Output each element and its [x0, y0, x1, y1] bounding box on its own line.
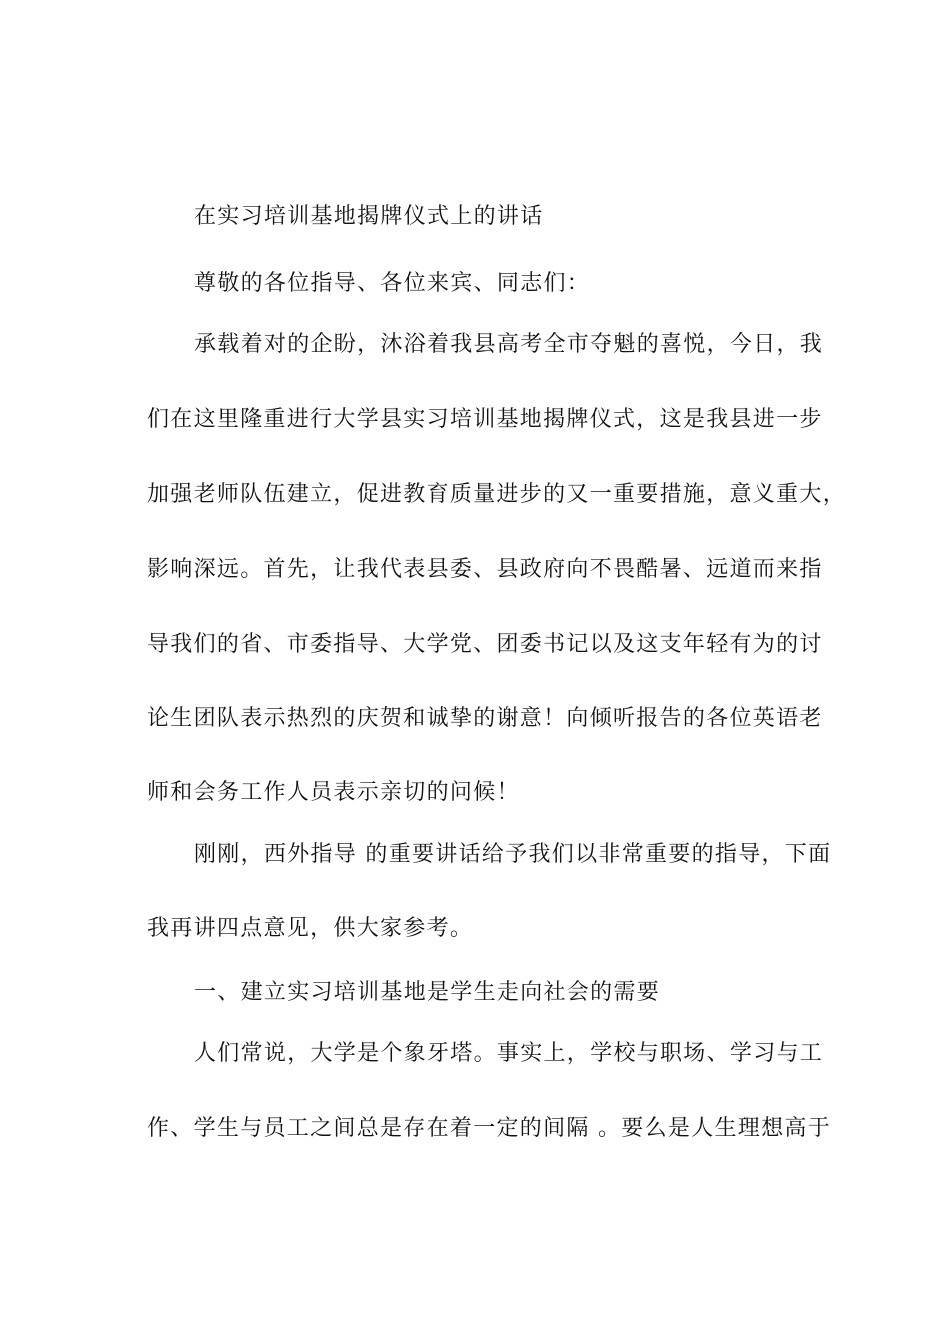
paragraph-line: 影响深远。首先，让我代表县委、县政府向不畏酷暑、远道而来指	[147, 557, 823, 582]
paragraph-line: 论生团队表示热烈的庆贺和诚挚的谢意！向倾听报告的各位英语老	[147, 706, 823, 731]
paragraph-line: 刚刚，西外指导 的重要讲话给予我们以非常重要的指导，下面	[194, 842, 832, 867]
paragraph-line: 作、学生与员工之间总是存在着一定的间隔 。要么是人生理想高于	[147, 1116, 831, 1141]
section-heading: 一、建立实习培训基地是学生走向社会的需要	[194, 980, 661, 1005]
paragraph-line: 师和会务工作人员表示亲切的问候！	[147, 780, 520, 805]
paragraph-line: 我再讲四点意见，供大家参考。	[147, 916, 474, 941]
paragraph-line: 人们常说，大学是个象牙塔。事实上，学校与职场、学习与工	[194, 1041, 824, 1066]
paragraph-line: 加强老师队伍建立，促进教育质量进步的又一重要措施，意义重大，	[147, 482, 847, 507]
paragraph-line: 导我们的省、市委指导、大学党、团委书记以及这支年轻有为的讨	[147, 632, 823, 657]
paragraph-line: 承载着对的企盼，沐浴着我县高考全市夺魁的喜悦，今日，我	[194, 332, 824, 357]
salutation: 尊敬的各位指导、各位来宾、同志们：	[194, 271, 591, 296]
document-title: 在实习培训基地揭牌仪式上的讲话	[194, 204, 544, 229]
paragraph-line: 们在这里隆重进行大学县实习培训基地揭牌仪式，这是我县进一步	[147, 407, 823, 432]
